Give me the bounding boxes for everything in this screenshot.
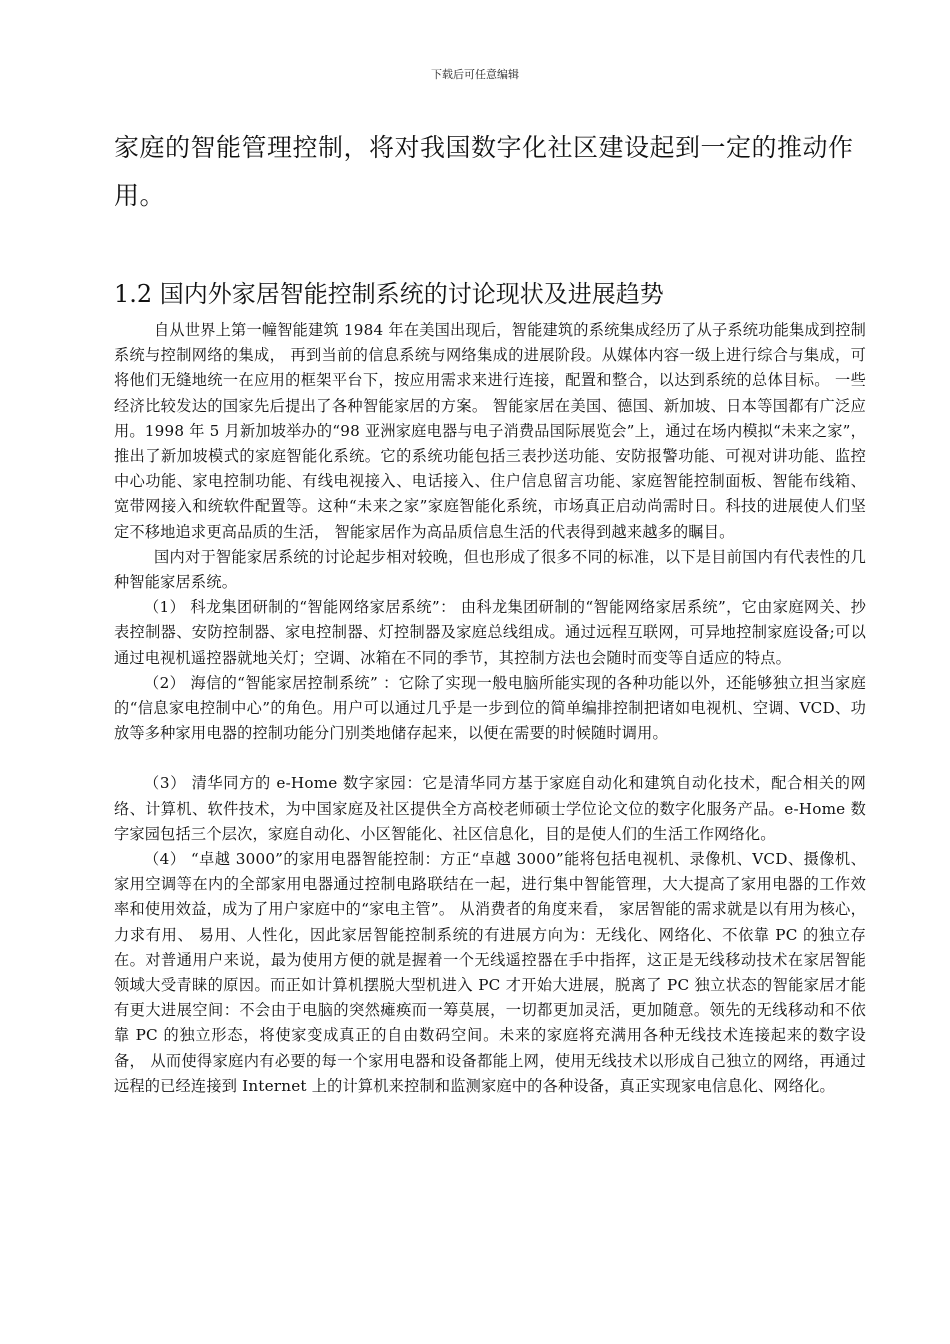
lead-paragraph: 家庭的智能管理控制，将对我国数字化社区建设起到一定的推动作用。 [114,133,854,210]
section-heading: 1.2 国内外家居智能控制系统的讨论现状及进展趋势 [114,280,664,308]
list-item-tsinghua: （3） 清华同方的 e-Home 数字家园：它是清华同方基于家庭自动化和建筑自动化技术，配合相关的网络、计算机、软件技术，为中国家庭及社区提供全方高校老师硕士学位论文位的数字化服务产品。e-Home 数字家园包括三个层次，家庭自动化、小区智能化、社区信息化，目的是使人们的生活工作网络化。 [114,774,866,843]
list-item-zhuoyue: （4） “卓越 3000”的家用电器智能控制：方正“卓越 3000”能将包括电视机、录像机、VCD、摄像机、家用空调等在内的全部家用电器通过控制电路联结在一起，进行集中智能管理，大大提高了家用电器的工作效率和使用效益，成为了用户家庭中的“家电主管”。 从消费者的角度来看， 家居智能的需求就是以有用为核心， 力求有用、 易用、人性化，因此家居智能控制系统的有进展方向为：无线化、网络化、不依靠 PC 的独立存在。对普通用户来说，最为使用方便的就是握着一个无线遥控器在手中指挥，这正是无线移动技术在家居智能领域大受青睐的原因。而正如计算机摆脱大型机进入 PC 才开始大进展，脱离了 PC 独立状态的智能家居才能有更大进展空间：不会由于电脑的突然瘫痪而一筹莫展，一切都更加灵活，更加随意。领先的无线移动和不依靠 PC 的独立形态，将使家变成真正的自由数码空间。未来的家庭将充满用各种无线技术连接起来的数字设备， 从而使得家庭内有必要的每一个家用电器和设备都能上网，使用无线技术以形成自己独立的网络，再通过远程的已经连接到 Internet 上的计算机来控制和监测家庭中的各种设备，真正实现家电信息化、网络化。 [114,850,866,1095]
body-paragraph-domestic: 国内对于智能家居系统的讨论起步相对较晚，但也形成了很多不同的标准，以下是目前国内有代表性的几种智能家居系统。 [114,547,866,592]
list-item-hisense: （2） 海信的“智能家居控制系统” ：它除了实现一般电脑所能实现的各种功能以外，还能够独立担当家庭的“信息家电控制中心”的角色。用户可以通过几乎是一步到位的简单编排控制把诸如电视机、空调、VCD、功放等多种家用电器的控制功能分门别类地储存起来，以便在需要的时候随时调用。 [114,673,866,743]
section-body [114,318,866,1099]
body-paragraph-history: 自从世界上第一幢智能建筑 1984 年在美国出现后，智能建筑的系统集成经历了从子系统功能集成到控制系统与控制网络的集成， 再到当前的信息系统与网络集成的进展阶段。从媒体内容一级上进行综合与集成，可将他们无缝地统一在应用的框架平台下，按应用需求来进行连接，配置和整合，以达到系统的总体目标。 一些经济比较发达的国家先后提出了各种智能家居的方案。 智能家居在美国、德国、新加坡、日本等国都有广泛应用。1998 年 5 月新加坡举办的“98 亚洲家庭电器与电子消费品国际展览会”上，通过在场内模拟“未来之家”，推出了新加坡模式的家庭智能化系统。它的系统功能包括三表抄送功能、安防报警功能、可视对讲功能、监控中心功能、家电控制功能、有线电视接入、电话接入、住户信息留言功能、家庭智能控制面板、智能布线箱、宽带网接入和统软件配置等。这种“未来之家”家庭智能化系统，市场真正启动尚需时日。科技的进展使人们坚定不移地追求更高品质的生活， 智能家居作为高品质信息生活的代表得到越来越多的瞩目。 [114,321,866,541]
page-header: 下载后可任意编辑 [431,68,519,81]
list-item-kelon: （1） 科龙集团研制的“智能网络家居系统”： 由科龙集团研制的“智能网络家居系统”，它由家庭网关、抄表控制器、安防控制器、家电控制器、灯控制器及家庭总线组成。通过远程互联网，可异地控制家庭设备;可以通过电视机遥控器就地关灯；空调、冰箱在不同的季节，其控制方法也会随时而变等自适应的特点。 [114,598,866,667]
